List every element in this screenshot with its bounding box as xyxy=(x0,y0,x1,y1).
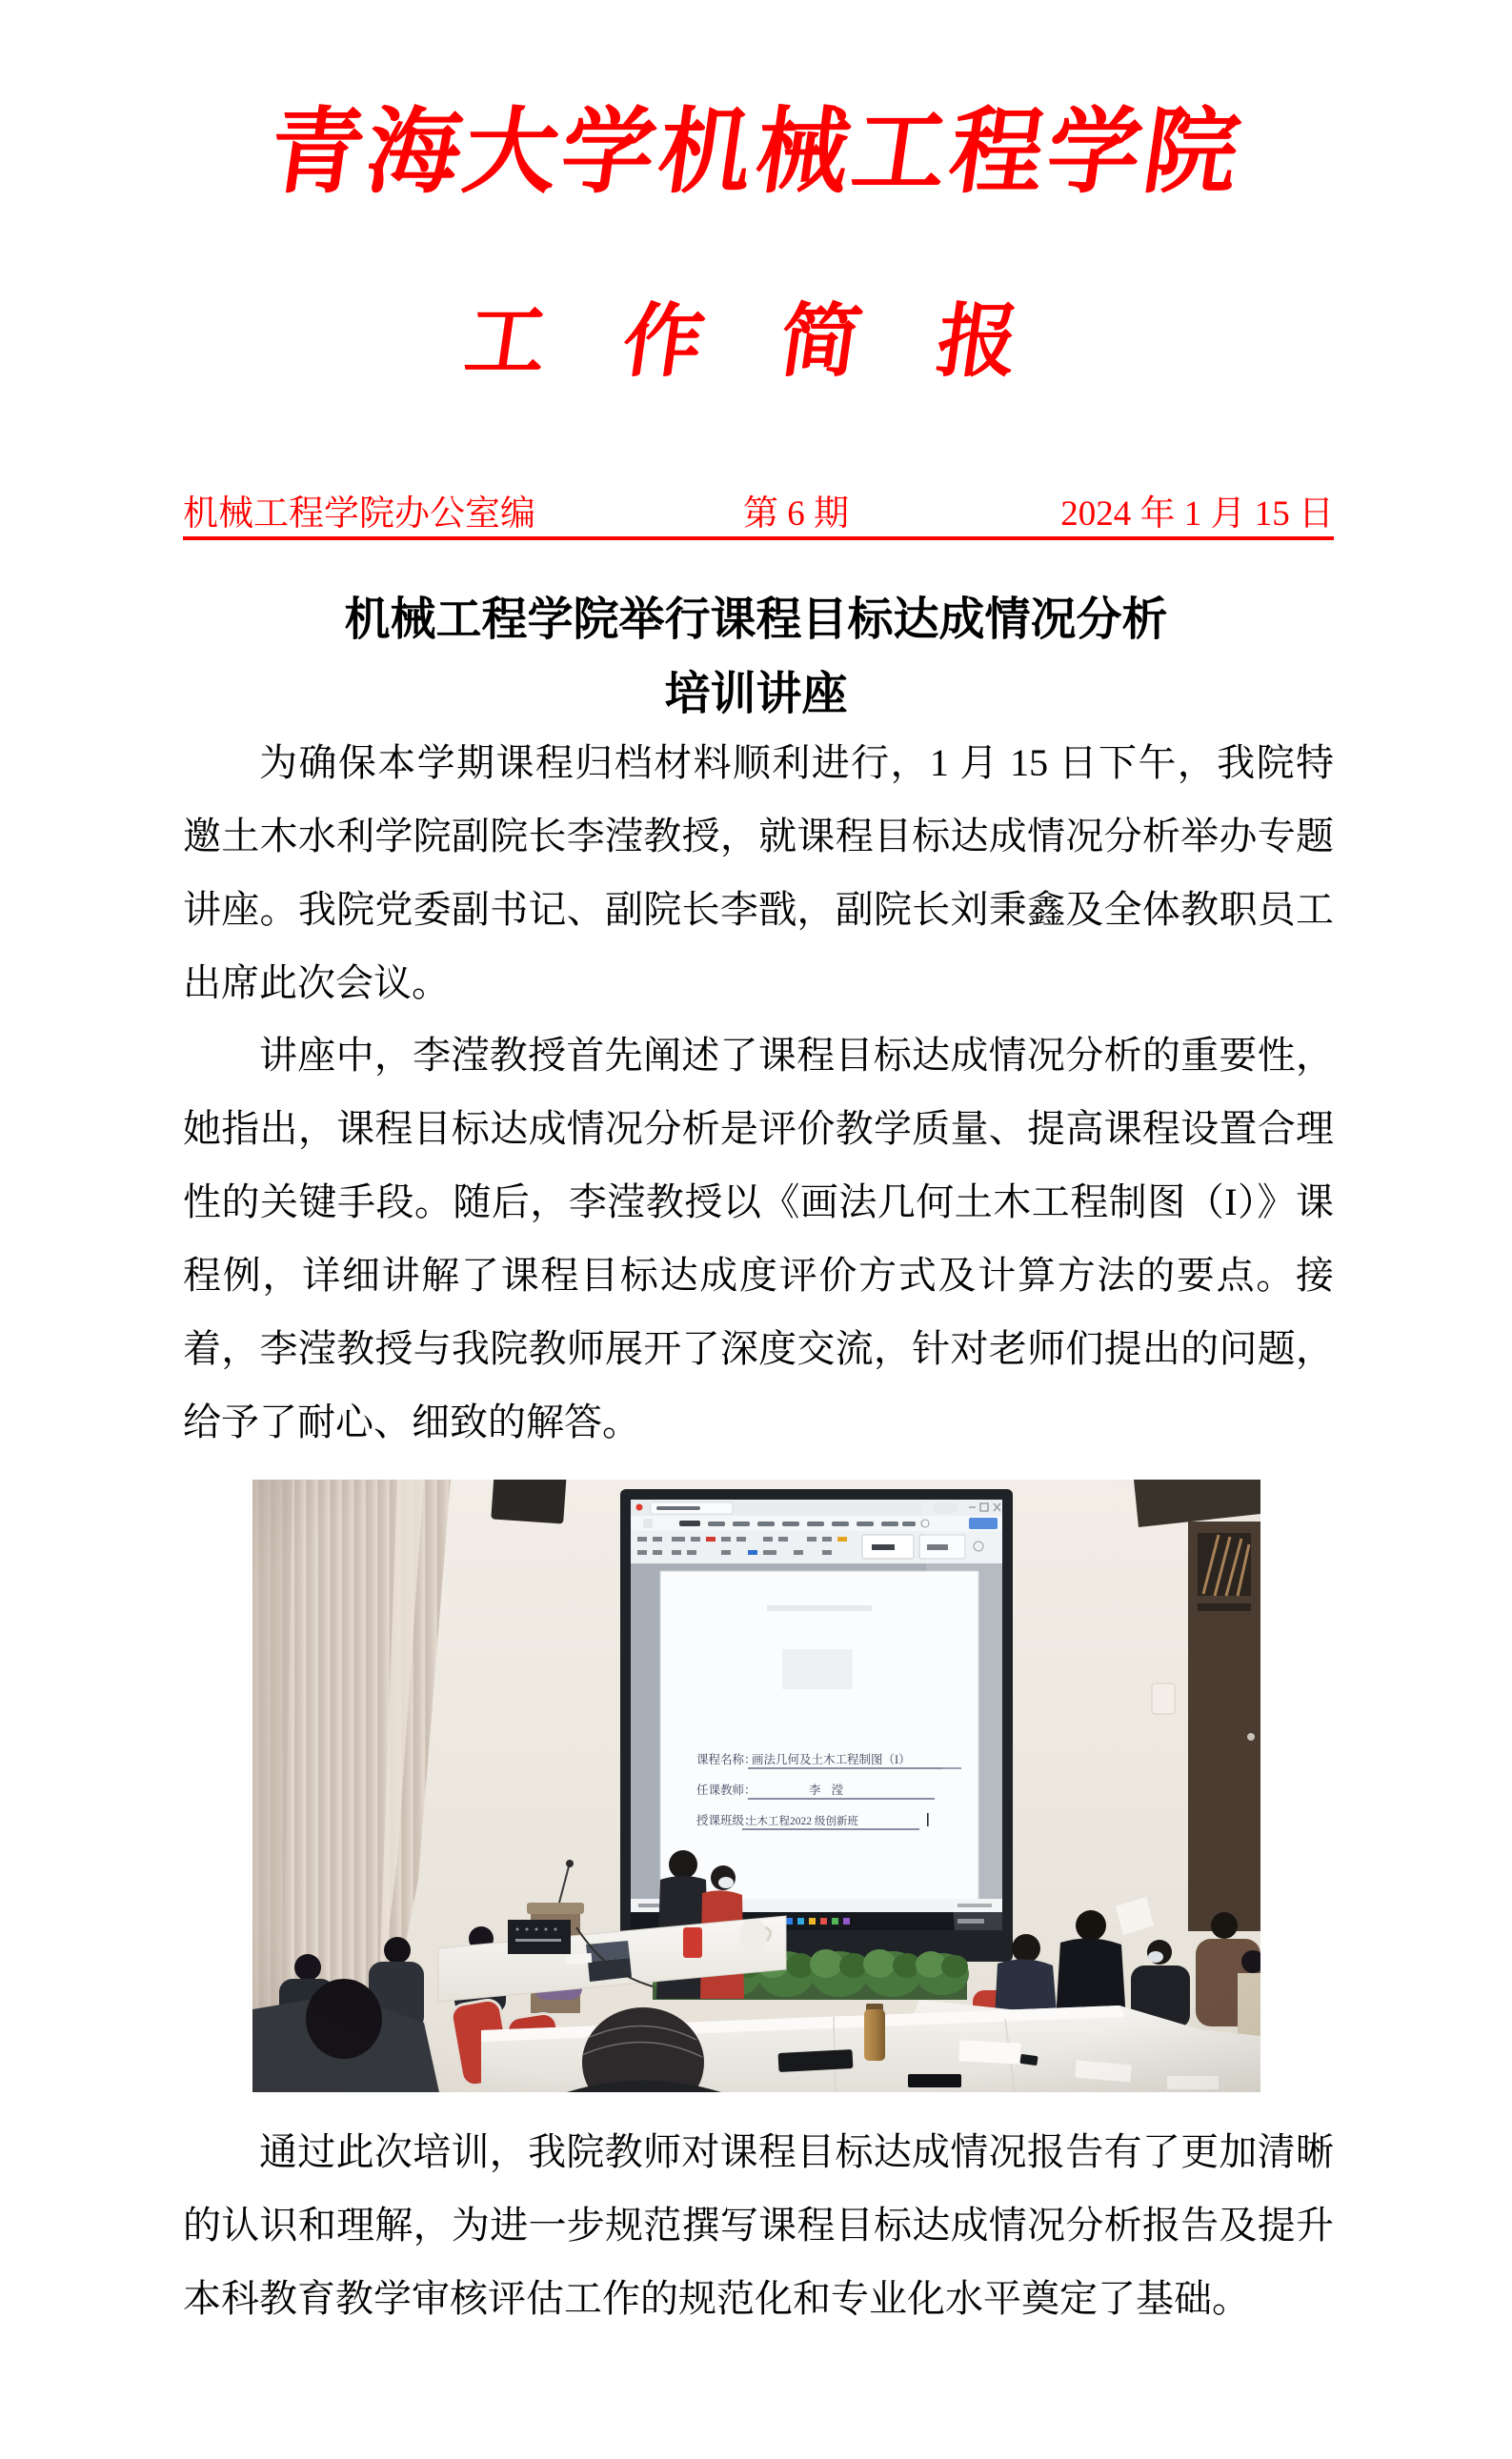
issue-number: 第 6 期 xyxy=(743,494,849,534)
paragraph-2: 讲座中，李滢教授首先阐述了课程目标达成情况分析的重要性，她指出，课程目标达成情况分析是评价教学质量、提高课程设置合理性的关键手段。随后，李滢教授以《画法几何土木工程制图（I）》课程例，详细讲解了课程目标达成度评价方式及计算方法的要点。接着，李滢教授与我院教师展开了深度交流，针对老师们提出的问题，给予了耐心、细致的解答。 xyxy=(183,1034,1334,1443)
masthead-title: 青海大学机械工程学院 xyxy=(262,102,1250,205)
meeting-photo xyxy=(252,1480,1260,2092)
photo-vignette xyxy=(252,1480,1260,2092)
issue-date: 2024 年 1 月 15 日 xyxy=(1060,494,1334,534)
paragraph-1: 为确保本学期课程归档材料顺利进行，1 月 15 日下午，我院特邀土木水利学院副院长李滢教授，就课程目标达成情况分析举办专题讲座。我院党委副书记、副院长李戬，副院长刘秉鑫及全体教职员工出席此次会议。 xyxy=(183,741,1334,1004)
headline-line1: 机械工程学院举行课程目标达成情况分析 xyxy=(344,595,1168,645)
issue-editor: 机械工程学院办公室编 xyxy=(183,494,535,534)
paragraph-3: 通过此次培训，我院教师对课程目标达成情况报告有了更加清晰的认识和理解，为进一步规范撰写课程目标达成情况分析报告及提升本科教育教学审核评估工作的规范化和专业化水平奠定了基础。 xyxy=(183,2130,1334,2320)
article-headline xyxy=(0,583,1512,732)
headline-line2: 培训讲座 xyxy=(664,669,848,719)
issue-info-bar xyxy=(183,476,1334,540)
masthead-subtitle: 工 作 简 报 xyxy=(459,298,1053,387)
